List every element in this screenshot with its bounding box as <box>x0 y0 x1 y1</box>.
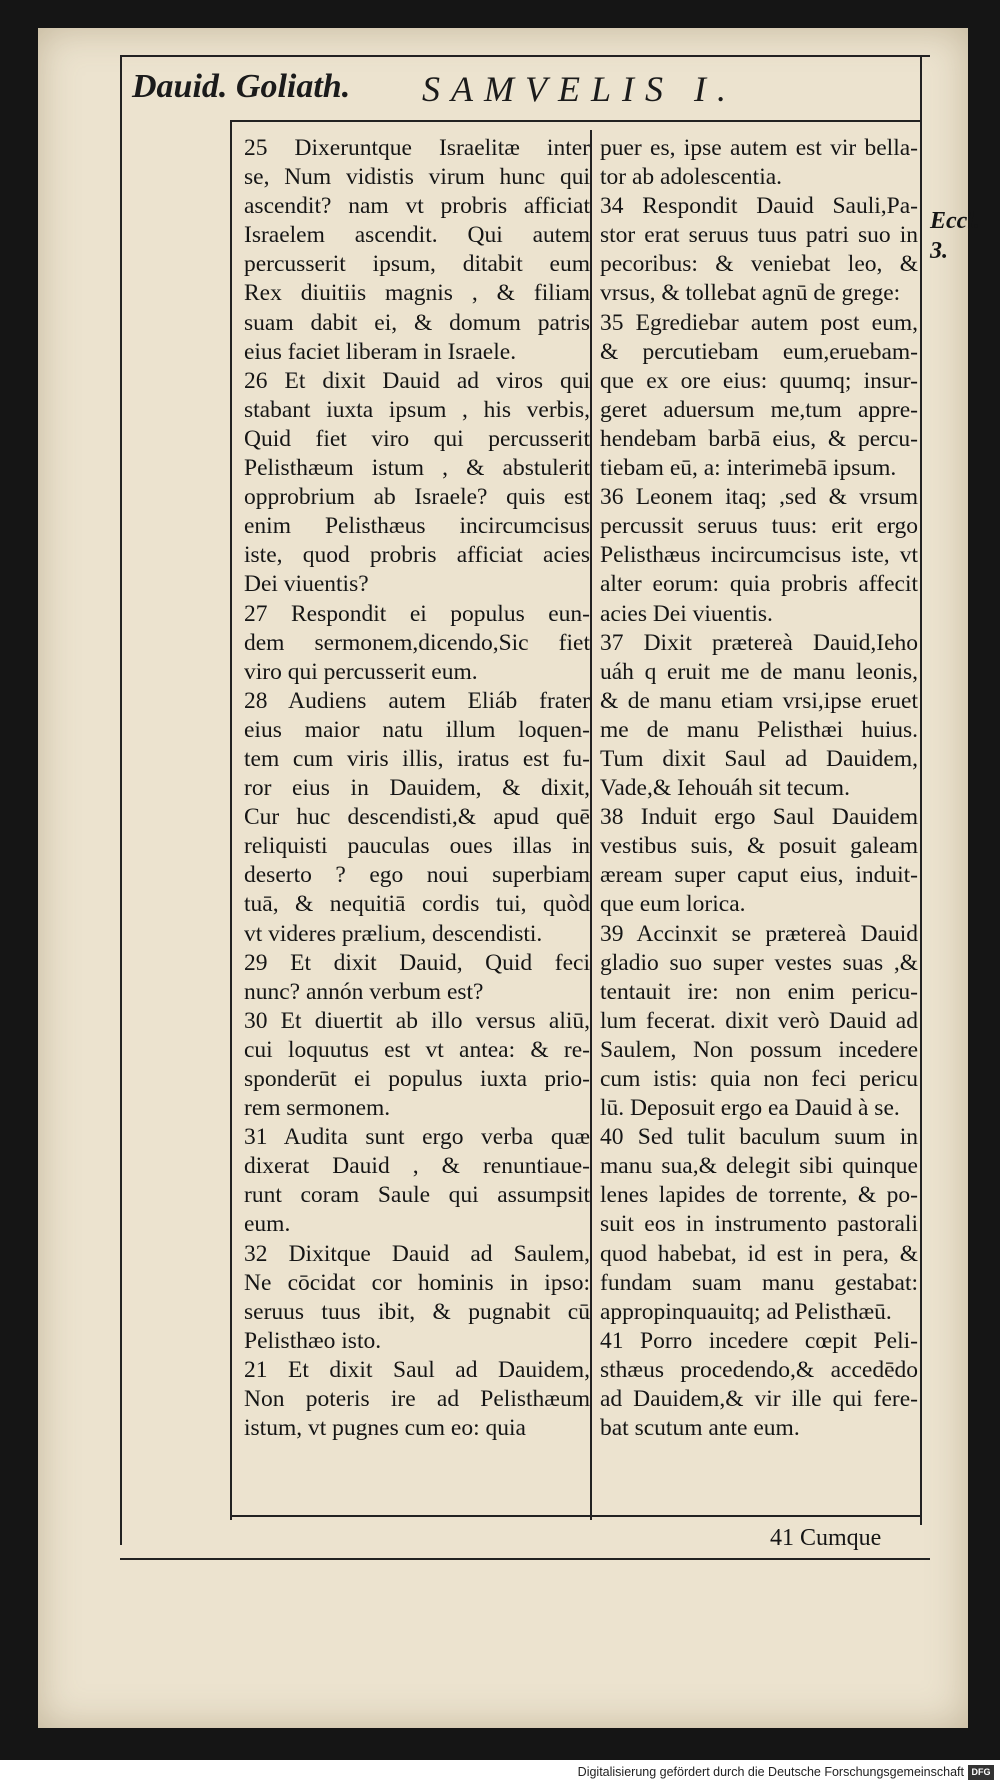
catchword: 41 Cumque <box>770 1525 882 1551</box>
text-line: cui loquutus est vt antea: & re- <box>244 1036 590 1063</box>
left-inner-rule <box>230 120 232 1520</box>
text-line: 40 Sed tulit baculum suum in <box>600 1124 918 1151</box>
text-line: vt videres prælium, descendisti. <box>244 920 543 947</box>
text-line: suit eos in instrumento pastorali <box>600 1211 918 1238</box>
text-line: Israelem ascendit. Qui autem <box>244 222 590 249</box>
bottom-rule <box>230 1515 920 1517</box>
text-line: 34 Respondit Dauid Sauli,Pa- <box>600 193 918 220</box>
text-line: sthæus procedendo,& accedēdo <box>600 1356 918 1383</box>
text-line: geret aduersum me,tum appre- <box>600 396 918 423</box>
text-line: Vade,& Iehouáh sit tecum. <box>600 775 850 802</box>
text-line: iste, quod probris afficiat acies <box>244 542 590 569</box>
margin-reference <box>930 206 980 266</box>
text-line: Rex diuitiis magnis , & filiam <box>244 280 590 307</box>
text-line: eum. <box>244 1211 291 1238</box>
left-text-column <box>244 134 590 1443</box>
text-line: vestibus suis, & posuit galeam <box>600 833 918 860</box>
text-line: & percutiebam eum,eruebam- <box>600 338 918 365</box>
text-line: stor erat seruus tuus patri suo in <box>600 222 918 249</box>
text-line: 37 Dixit prætereà Dauid,Ieho <box>600 629 918 656</box>
text-line: que ex ore eius: quumq; insur- <box>600 367 918 394</box>
text-line: æream super caput eius, induit- <box>600 862 918 889</box>
text-line: rem sermonem. <box>244 1095 391 1122</box>
text-line: 25 Dixeruntque Israelitæ inter <box>244 135 590 161</box>
text-line: ad Dauidem,& vir ille qui fere- <box>600 1386 918 1413</box>
text-line: puer es, ipse autem est vir bella- <box>600 135 918 161</box>
digitization-footer <box>0 1760 1000 1787</box>
text-line: ascendit? nam vt probris afficiat <box>244 193 590 220</box>
text-line: ror eius in Dauidem, & dixit, <box>244 775 590 802</box>
text-line: enim Pelisthæus incircumcisus <box>244 513 590 540</box>
text-line: Pelisthæo isto. <box>244 1327 382 1354</box>
text-line: runt coram Saule qui assumpsit <box>244 1182 590 1209</box>
text-line: Saulem, Non possum incedere <box>600 1036 918 1063</box>
text-line: fundam suam manu gestabat: <box>600 1269 918 1296</box>
text-line: pecoribus: & veniebat leo, & <box>600 251 918 278</box>
text-line: tem cum viris illis, iratus est fu- <box>244 745 590 772</box>
text-line: hendebam barbā eius, & percu- <box>600 425 918 452</box>
text-line: seruus tuus ibit, & pugnabit cū <box>244 1298 590 1325</box>
text-line: Cur huc descendisti,& apud quē <box>244 804 590 831</box>
text-line: opprobrium ab Israele? quis est <box>244 484 590 511</box>
text-line: Pelisthæum istum , & abstulerit <box>244 455 590 482</box>
text-line: gladio suo super vestes suas ,& <box>600 949 918 976</box>
top-rule <box>120 55 930 57</box>
footer-rule <box>120 1558 930 1560</box>
text-line: tor ab adolescentia. <box>600 164 783 191</box>
text-line: eius faciet liberam in Israele. <box>244 338 517 365</box>
text-line: istum, vt pugnes cum eo: quia <box>244 1415 526 1442</box>
text-line: Quid fiet viro qui percusserit <box>244 425 590 452</box>
text-line: 32 Dixitque Dauid ad Saulem, <box>244 1240 590 1267</box>
text-line: Tum dixit Saul ad Dauidem, <box>600 745 918 772</box>
text-line: Pelisthæus incircumcisus iste, vt <box>600 542 918 569</box>
head-rule <box>230 120 920 122</box>
text-line: 36 Leonem itaq; ,sed & vrsum <box>600 484 918 511</box>
margin-reference-chapter: 3. <box>930 238 948 264</box>
text-line: 27 Respondit ei populus eun- <box>244 600 590 627</box>
text-line: Non poteris ire ad Pelisthæum <box>244 1386 590 1413</box>
text-line: 41 Porro incedere cœpit Peli- <box>600 1327 918 1354</box>
text-line: que eum lorica. <box>600 891 746 918</box>
text-line: percussit seruus tuus: erit ergo <box>600 513 918 540</box>
text-line: nunc? annón verbum est? <box>244 978 484 1005</box>
running-head <box>132 68 932 112</box>
footer-credit: Digitalisierung gefördert durch die Deutsche Forschungsgemeinschaft <box>577 1765 964 1779</box>
text-line: 21 Et dixit Saul ad Dauidem, <box>244 1356 590 1383</box>
text-line: 38 Induit ergo Saul Dauidem <box>600 804 918 831</box>
text-line: manu sua,& delegit sibi quinque <box>600 1153 918 1180</box>
text-line: cum istis: quia non feci pericu <box>600 1066 918 1092</box>
text-line: deserto ? ego noui superbiam <box>244 862 590 889</box>
text-line: dem sermonem,dicendo,Sic fiet <box>244 629 590 656</box>
running-head-left: Dauid. Goliath. <box>132 68 351 105</box>
text-line: me de manu Pelisthæi huius. <box>600 716 918 743</box>
text-line: vrsus, & tollebat agnū de grege: <box>600 280 901 307</box>
text-line: tentauit ire: non enim pericu- <box>600 978 918 1005</box>
left-outer-rule <box>120 55 122 1545</box>
text-line: reliquisti pauculas oues illas in <box>244 833 590 860</box>
text-line: sponderūt ei populus iuxta prio- <box>244 1066 590 1092</box>
text-line: 35 Egrediebar autem post eum, <box>600 309 918 336</box>
text-line: tiebam eū, a: interimebā ipsum. <box>600 455 897 482</box>
text-line: 28 Audiens autem Eliáb frater <box>244 687 590 714</box>
text-line: appropinquauitq; ad Pelisthæū. <box>600 1298 892 1325</box>
text-line: Dei viuentis? <box>244 571 369 598</box>
text-line: 30 Et diuertit ab illo versus aliū, <box>244 1007 590 1034</box>
text-line: 29 Et dixit Dauid, Quid feci <box>244 949 590 976</box>
margin-reference-book: Eccl. <box>930 208 980 234</box>
text-line: stabant iuxta ipsum , his verbis, <box>244 396 590 423</box>
text-line: acies Dei viuentis. <box>600 600 773 627</box>
dfg-logo: DFG <box>968 1765 994 1780</box>
running-head-title: SAMVELIS I. <box>422 69 737 109</box>
text-line: dixerat Dauid , & renuntiaue- <box>244 1153 590 1180</box>
column-divider <box>590 130 592 1520</box>
text-line: viro qui percusserit eum. <box>244 658 478 685</box>
text-line: suam dabit ei, & domum patris <box>244 309 590 336</box>
text-line: percusserit ipsum, ditabit eum <box>244 251 590 278</box>
text-line: uáh q eruit me de manu leonis, <box>600 658 918 685</box>
text-line: lum fecerat. dixit verò Dauid ad <box>600 1007 918 1034</box>
text-line: lū. Deposuit ergo ea Dauid à se. <box>600 1095 900 1122</box>
text-line: 31 Audita sunt ergo verba quæ <box>244 1124 590 1151</box>
text-line: alter eorum: quia probris affecit <box>600 571 918 598</box>
text-line: Ne cōcidat cor hominis in ipso: <box>244 1269 590 1296</box>
text-line: bat scutum ante eum. <box>600 1415 800 1442</box>
text-line: 26 Et dixit Dauid ad viros qui <box>244 367 590 394</box>
text-line: 39 Accinxit se prætereà Dauid <box>600 920 918 947</box>
text-line: lenes lapides de torrente, & po- <box>600 1182 918 1209</box>
text-line: & de manu etiam vrsi,ipse eruet <box>600 687 918 714</box>
right-text-column <box>600 134 918 1443</box>
text-line: tuā, & nequitiā cordis tui, quòd <box>244 891 590 918</box>
text-line: quod habebat, id est in pera, & <box>600 1240 918 1267</box>
text-line: se, Num vidistis virum hunc qui <box>244 164 590 191</box>
right-inner-rule <box>920 55 922 1525</box>
text-line: eius maior natu illum loquen- <box>244 716 590 743</box>
